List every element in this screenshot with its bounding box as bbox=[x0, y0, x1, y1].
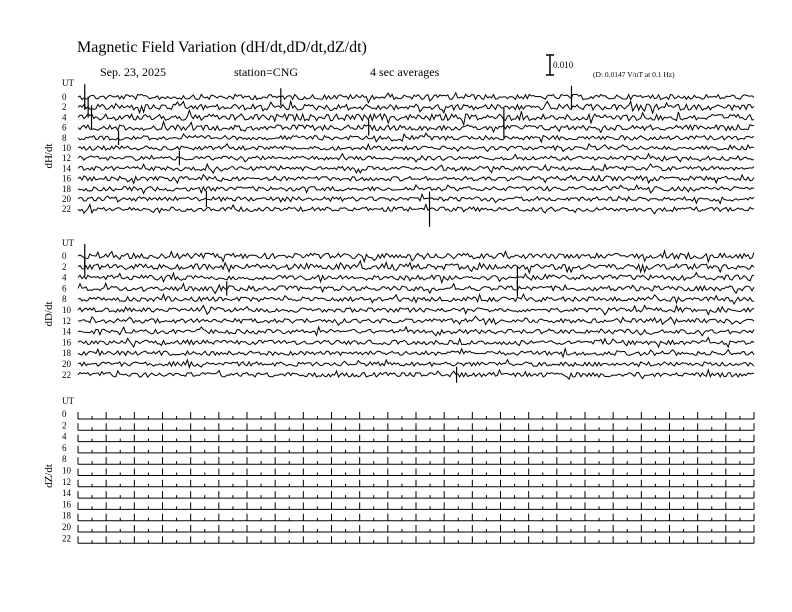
trace-line bbox=[78, 144, 754, 152]
panel-2 bbox=[43, 238, 754, 383]
hour-tick-label: 4 bbox=[62, 272, 67, 283]
averaging-label: 4 sec averages bbox=[370, 65, 440, 79]
ut-label: UT bbox=[62, 238, 74, 248]
hour-tick-label: 6 bbox=[62, 122, 67, 133]
trace-line bbox=[78, 360, 754, 368]
panel-ylabel: dD/dt bbox=[43, 301, 55, 327]
hour-tick-label: 0 bbox=[62, 409, 67, 419]
hour-tick-label: 18 bbox=[62, 183, 71, 194]
hour-tick-label: 8 bbox=[62, 454, 67, 465]
trace-line bbox=[78, 185, 754, 193]
hour-tick-label: 22 bbox=[62, 369, 71, 380]
hour-tick-label: 8 bbox=[62, 132, 67, 143]
trace-line bbox=[78, 133, 754, 142]
trace-line bbox=[78, 327, 754, 336]
trace-line bbox=[78, 370, 754, 379]
hour-tick-label: 12 bbox=[62, 153, 71, 164]
trace-line bbox=[78, 194, 754, 203]
panel-ylabel: dH/dt bbox=[43, 143, 55, 169]
trace-line bbox=[78, 273, 754, 283]
hour-tick-label: 16 bbox=[62, 337, 71, 348]
hour-tick-label: 10 bbox=[62, 143, 71, 153]
hour-tick-label: 14 bbox=[62, 488, 71, 499]
hour-tick-label: 18 bbox=[62, 348, 71, 359]
trace-line bbox=[78, 294, 754, 304]
hour-tick-label: 0 bbox=[62, 92, 67, 102]
trace-line bbox=[78, 283, 754, 293]
hour-tick-label: 0 bbox=[62, 251, 67, 261]
station-label: station=CNG bbox=[234, 65, 299, 79]
trace-line bbox=[78, 251, 754, 262]
scale-note-label: (D: 0.0147 V/nT at 0.1 Hz) bbox=[593, 70, 675, 79]
hour-tick-label: 12 bbox=[62, 476, 71, 487]
scale-bar bbox=[546, 55, 554, 75]
hour-tick-label: 2 bbox=[62, 102, 67, 113]
trace-line bbox=[78, 205, 754, 214]
hour-tick-label: 6 bbox=[62, 283, 67, 294]
hour-tick-label: 20 bbox=[62, 359, 71, 369]
trace-line bbox=[78, 316, 754, 325]
hour-tick-label: 14 bbox=[62, 326, 71, 337]
hour-tick-label: 8 bbox=[62, 294, 67, 305]
hour-tick-label: 2 bbox=[62, 420, 67, 431]
hour-tick-label: 4 bbox=[62, 431, 67, 442]
hour-tick-label: 20 bbox=[62, 522, 71, 532]
chart-title: Magnetic Field Variation (dH/dt,dD/dt,dZ/dt) bbox=[77, 39, 367, 56]
trace-line bbox=[78, 349, 754, 357]
panel-3 bbox=[43, 396, 754, 543]
scale-value-label: 0.010 bbox=[553, 60, 574, 70]
trace-line bbox=[78, 261, 754, 273]
trace-line bbox=[78, 101, 754, 113]
trace-line bbox=[78, 338, 754, 347]
hour-tick-label: 16 bbox=[62, 173, 71, 184]
hour-tick-label: 10 bbox=[62, 465, 71, 476]
trace-line bbox=[78, 175, 754, 184]
panel-ylabel: dZ/dt bbox=[43, 464, 55, 488]
hour-tick-label: 22 bbox=[62, 533, 71, 544]
hour-tick-label: 12 bbox=[62, 315, 71, 326]
hour-tick-label: 4 bbox=[62, 112, 67, 123]
trace-line bbox=[78, 93, 754, 103]
hour-tick-label: 2 bbox=[62, 261, 67, 272]
hour-tick-label: 20 bbox=[62, 194, 71, 204]
hour-tick-label: 22 bbox=[62, 204, 71, 215]
panel-1 bbox=[43, 78, 754, 227]
ut-label: UT bbox=[62, 78, 74, 88]
hour-tick-label: 16 bbox=[62, 499, 71, 510]
hour-tick-label: 18 bbox=[62, 510, 71, 521]
ut-label: UT bbox=[62, 396, 74, 406]
hour-tick-label: 10 bbox=[62, 305, 71, 315]
date-label: Sep. 23, 2025 bbox=[100, 65, 166, 79]
hour-tick-label: 6 bbox=[62, 442, 67, 453]
trace-line bbox=[78, 122, 754, 133]
trace-line bbox=[78, 306, 754, 315]
hour-tick-label: 14 bbox=[62, 163, 71, 174]
